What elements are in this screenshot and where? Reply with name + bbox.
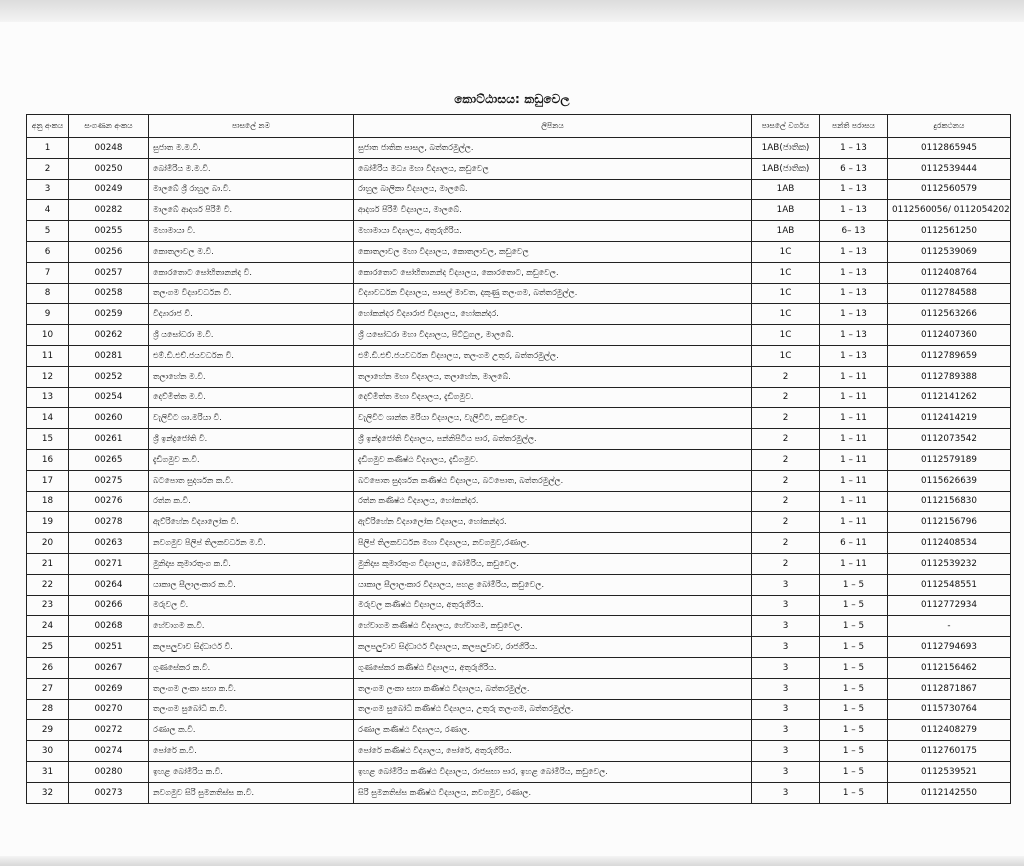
cell-serial-number: 5 (27, 221, 69, 242)
cell-telephone: 0112539069 (888, 241, 1011, 262)
cell-address: ගුණසේකර කණිෂ්ඨ විද්‍යාලය, අතුරුගිරිය. (354, 657, 752, 678)
table-row (27, 262, 1011, 283)
cell-telephone: 0112563266 (888, 304, 1011, 325)
cell-serial-number: 25 (27, 637, 69, 658)
table-row (27, 595, 1011, 616)
cell-census-number: 00272 (69, 720, 149, 741)
cell-address: රණාල කණිෂ්ඨ විද්‍යාලය, රණාල. (354, 720, 752, 741)
cell-census-number: 00260 (69, 408, 149, 429)
table-row (27, 574, 1011, 595)
cell-school-name: දැඩිගමුව ක.වි. (149, 449, 354, 470)
cell-grade-range: 1 – 11 (820, 470, 888, 491)
cell-grade-range: 1 – 11 (820, 553, 888, 574)
cell-address: මහාමායා විද්‍යාලය, අතුරුගිරිය. (354, 221, 752, 242)
cell-grade-range: 1 – 11 (820, 491, 888, 512)
cell-grade-range: 1 – 13 (820, 325, 888, 346)
cell-census-number: 00282 (69, 200, 149, 221)
table-row (27, 616, 1011, 637)
cell-telephone: 0112789659 (888, 345, 1011, 366)
table-row (27, 283, 1011, 304)
table-row (27, 699, 1011, 720)
cell-telephone: 0115626639 (888, 470, 1011, 491)
cell-address: ශ්‍රී ඉන්ද්‍රජෝති විද්‍යාලය, පන්නිපිටිය පාර, බත්තරමුල්ල. (354, 429, 752, 450)
cell-census-number: 00276 (69, 491, 149, 512)
cell-address: යාකාල සීලාලංකාර විද්‍යාලය, පහළ බෝමිරිය, කඩුවෙල. (354, 574, 752, 595)
cell-grade-range: 1 – 5 (820, 637, 888, 658)
cell-school-name: පෝරේ ක.වි. (149, 741, 354, 762)
cell-serial-number: 23 (27, 595, 69, 616)
cell-telephone: 0112539232 (888, 553, 1011, 574)
cell-serial-number: 28 (27, 699, 69, 720)
cell-address: දැඩිගමුව කණිෂ්ඨ විද්‍යාලය, දැඩිගමුව. (354, 449, 752, 470)
cell-address: සිරි සුමනතිස්ස කණිෂ්ඨ විද්‍යාලය, නවගමුව, රණාල. (354, 782, 752, 803)
table-row (27, 138, 1011, 159)
cell-address: මුනිදාස කුමාරතුංග විද්‍යාලය, බෝමිරිය, කඩුවෙල. (354, 553, 752, 574)
cell-address: ඉහළ බෝමිරිය කණිෂ්ඨ විද්‍යාලය, රාජසභා පාර, ඉහළ බෝමිරිය, කඩුවෙල. (354, 761, 752, 782)
cell-serial-number: 24 (27, 616, 69, 637)
cell-census-number: 00266 (69, 595, 149, 616)
cell-school-name: ශ්‍රී යසෝධරා ම.වි. (149, 325, 354, 346)
cell-school-type: 3 (752, 720, 820, 741)
cell-school-name: නවගමුව පිලිප් තිලකවර්ධන ම.වි. (149, 533, 354, 554)
cell-grade-range: 1 – 13 (820, 345, 888, 366)
table-row (27, 657, 1011, 678)
table-row (27, 449, 1011, 470)
cell-grade-range: 1 – 13 (820, 138, 888, 159)
cell-school-type: 1C (752, 325, 820, 346)
cell-school-name: මහාමායා වි. (149, 221, 354, 242)
cell-school-type: 1AB (752, 221, 820, 242)
cell-school-type: 3 (752, 616, 820, 637)
cell-school-type: 2 (752, 387, 820, 408)
cell-serial-number: 1 (27, 138, 69, 159)
cell-census-number: 00280 (69, 761, 149, 782)
cell-school-type: 2 (752, 429, 820, 450)
cell-census-number: 00251 (69, 637, 149, 658)
cell-telephone: 0112156796 (888, 512, 1011, 533)
cell-address: රත්න කණිෂ්ඨ විද්‍යාලය, හෝකන්දර. (354, 491, 752, 512)
cell-school-name: රත්න ක.වි. (149, 491, 354, 512)
header-serial-number: අනු අංකය (27, 115, 69, 138)
cell-serial-number: 4 (27, 200, 69, 221)
table-row (27, 782, 1011, 803)
cell-school-type: 2 (752, 512, 820, 533)
cell-telephone: 0112408764 (888, 262, 1011, 283)
cell-serial-number: 31 (27, 761, 69, 782)
cell-grade-range: 1 – 11 (820, 449, 888, 470)
cell-school-name: හේවාගම ක.වි. (149, 616, 354, 637)
cell-school-name: මාලබේ ආදර්ශ පිරිමි වි. (149, 200, 354, 221)
cell-serial-number: 10 (27, 325, 69, 346)
cell-serial-number: 7 (27, 262, 69, 283)
page-bottom-shadow (0, 856, 1024, 866)
cell-telephone: 0112141262 (888, 387, 1011, 408)
cell-grade-range: 1 – 13 (820, 304, 888, 325)
cell-school-name: සුජාත ම.ම.වි. (149, 138, 354, 159)
cell-serial-number: 30 (27, 741, 69, 762)
cell-serial-number: 29 (27, 720, 69, 741)
cell-census-number: 00259 (69, 304, 149, 325)
cell-address: හේවාගම කණිෂ්ඨ විද්‍යාලය, හේවාගම, කඩුවෙල. (354, 616, 752, 637)
cell-telephone: 0112548551 (888, 574, 1011, 595)
cell-grade-range: 1 – 5 (820, 741, 888, 762)
cell-telephone: 0112156830 (888, 491, 1011, 512)
cell-census-number: 00254 (69, 387, 149, 408)
table-row (27, 241, 1011, 262)
cell-telephone: 0112408534 (888, 533, 1011, 554)
cell-address: ශ්‍රී යසෝධරා මහා විද්‍යාලය, පිට්ටුගල, මාලබේ. (354, 325, 752, 346)
cell-telephone: 0112142550 (888, 782, 1011, 803)
cell-grade-range: 1 – 5 (820, 720, 888, 741)
cell-school-name: තලංගම සුබෝධි ක.වි. (149, 699, 354, 720)
cell-address: එම්.ඩී.එච්.ජයවර්ධන විද්‍යාලය, තලංගම උතුර, බත්තරමුල්ල. (354, 345, 752, 366)
table-header-row (27, 115, 1011, 138)
cell-address: බෝමිරිය මධ්‍ය මහා විද්‍යාලය, කඩුවෙල (354, 158, 752, 179)
cell-serial-number: 32 (27, 782, 69, 803)
cell-serial-number: 17 (27, 470, 69, 491)
cell-grade-range: 1 – 5 (820, 574, 888, 595)
cell-telephone: 0112560056/ 0112054202 (888, 200, 1011, 221)
cell-school-type: 2 (752, 366, 820, 387)
cell-census-number: 00269 (69, 678, 149, 699)
table-row (27, 720, 1011, 741)
cell-school-type: 2 (752, 408, 820, 429)
cell-school-type: 1C (752, 304, 820, 325)
cell-school-type: 2 (752, 470, 820, 491)
table-row (27, 408, 1011, 429)
cell-census-number: 00248 (69, 138, 149, 159)
cell-school-type: 3 (752, 595, 820, 616)
table-row (27, 491, 1011, 512)
cell-telephone: 0112539521 (888, 761, 1011, 782)
cell-telephone: 0112156462 (888, 657, 1011, 678)
cell-school-name: බෝමිරිය ම.ම.වි. (149, 158, 354, 179)
cell-census-number: 00262 (69, 325, 149, 346)
cell-address: ඇව්රිහේන විද්‍යාලෝක විද්‍යාලය, හෝකන්දර. (354, 512, 752, 533)
cell-serial-number: 13 (27, 387, 69, 408)
cell-grade-range: 1 – 5 (820, 678, 888, 699)
table-row (27, 678, 1011, 699)
cell-serial-number: 12 (27, 366, 69, 387)
cell-grade-range: 1 – 13 (820, 179, 888, 200)
cell-census-number: 00249 (69, 179, 149, 200)
cell-census-number: 00281 (69, 345, 149, 366)
cell-address: කොතලාවල මහා විද්‍යාලය, කොතලාවල, කඩුවෙල (354, 241, 752, 262)
cell-serial-number: 14 (27, 408, 69, 429)
cell-census-number: 00250 (69, 158, 149, 179)
cell-serial-number: 11 (27, 345, 69, 366)
header-address: ලිපිනය (354, 115, 752, 138)
cell-address: තලාහේන මහා විද්‍යාලය, තලාහේන, මාලබේ. (354, 366, 752, 387)
table-row (27, 637, 1011, 658)
header-school-name: පාසලේ නම (149, 115, 354, 138)
cell-serial-number: 2 (27, 158, 69, 179)
cell-serial-number: 8 (27, 283, 69, 304)
table-row (27, 158, 1011, 179)
table-row (27, 761, 1011, 782)
cell-serial-number: 27 (27, 678, 69, 699)
cell-telephone: 0112789388 (888, 366, 1011, 387)
cell-grade-range: 1 – 13 (820, 241, 888, 262)
cell-school-name: එම්.ඩී.එච්.ජයවර්ධන වි. (149, 345, 354, 366)
cell-serial-number: 26 (27, 657, 69, 678)
cell-census-number: 00258 (69, 283, 149, 304)
cell-grade-range: 1 – 5 (820, 782, 888, 803)
cell-school-type: 3 (752, 678, 820, 699)
cell-grade-range: 1 – 11 (820, 366, 888, 387)
cell-grade-range: 1 – 5 (820, 616, 888, 637)
cell-telephone: 0112539444 (888, 158, 1011, 179)
cell-school-name: මාලබේ ශ්‍රී රාහුල බා.වි. (149, 179, 354, 200)
cell-school-name: විද්‍යාරාජ වි. (149, 304, 354, 325)
cell-census-number: 00268 (69, 616, 149, 637)
cell-school-name: යාකාල සීලාලංකාර ක.වි. (149, 574, 354, 595)
cell-census-number: 00270 (69, 699, 149, 720)
cell-school-type: 3 (752, 657, 820, 678)
cell-school-name: දෙව්මිත්ත ම.වි. (149, 387, 354, 408)
cell-telephone: 0112871867 (888, 678, 1011, 699)
cell-address: දෙව්මිත්ත මහා විද්‍යාලය, දැඩිගමුව. (354, 387, 752, 408)
cell-grade-range: 1 – 13 (820, 283, 888, 304)
cell-census-number: 00257 (69, 262, 149, 283)
cell-address: හෝකන්දර විද්‍යාරාජ විද්‍යාලය, හෝකන්දර. (354, 304, 752, 325)
cell-school-type: 1C (752, 241, 820, 262)
cell-serial-number: 15 (27, 429, 69, 450)
cell-grade-range: 6– 13 (820, 221, 888, 242)
cell-school-name: මරුවල වි. (149, 595, 354, 616)
table-row (27, 470, 1011, 491)
cell-telephone: 0112561250 (888, 221, 1011, 242)
cell-grade-range: 1 – 5 (820, 595, 888, 616)
cell-serial-number: 21 (27, 553, 69, 574)
cell-school-type: 3 (752, 741, 820, 762)
cell-serial-number: 19 (27, 512, 69, 533)
page-top-shadow (0, 0, 1024, 22)
cell-grade-range: 6 – 11 (820, 533, 888, 554)
cell-school-type: 3 (752, 782, 820, 803)
cell-school-type: 2 (752, 553, 820, 574)
table-row (27, 741, 1011, 762)
cell-serial-number: 18 (27, 491, 69, 512)
cell-serial-number: 22 (27, 574, 69, 595)
cell-school-name: බටපොත සුදර්ශන ක.වි. (149, 470, 354, 491)
cell-school-name: කොරතොට සෝභිතානන්ද වි. (149, 262, 354, 283)
cell-census-number: 00267 (69, 657, 149, 678)
table-row (27, 200, 1011, 221)
cell-school-name: කොතලාවල ම.වි. (149, 241, 354, 262)
cell-census-number: 00263 (69, 533, 149, 554)
cell-school-type: 1C (752, 283, 820, 304)
cell-telephone: 0112579189 (888, 449, 1011, 470)
cell-grade-range: 1 – 11 (820, 512, 888, 533)
cell-telephone: 0115730764 (888, 699, 1011, 720)
cell-school-name: මුනිදාස කුමාරතුංග ක.වි. (149, 553, 354, 574)
cell-telephone: 0112560579 (888, 179, 1011, 200)
cell-telephone: 0112408279 (888, 720, 1011, 741)
cell-telephone: 0112414219 (888, 408, 1011, 429)
cell-school-type: 3 (752, 761, 820, 782)
table-row (27, 533, 1011, 554)
cell-census-number: 00271 (69, 553, 149, 574)
cell-address: බටපොත සුදර්ශන කණිෂ්ඨ විද්‍යාලය, බටපොත, බත්තරමුල්ල. (354, 470, 752, 491)
table-row (27, 179, 1011, 200)
table-row (27, 345, 1011, 366)
cell-school-name: තලාහේන ම.වි. (149, 366, 354, 387)
cell-address: පිලිප් තිලකවර්ධන මහා විද්‍යාලය, නවගමුව,රණාල. (354, 533, 752, 554)
cell-serial-number: 9 (27, 304, 69, 325)
table-row (27, 304, 1011, 325)
cell-census-number: 00274 (69, 741, 149, 762)
cell-school-name: තලංගම ලංකා සභා ක.වි. (149, 678, 354, 699)
cell-grade-range: 1 – 5 (820, 657, 888, 678)
cell-telephone: 0112784588 (888, 283, 1011, 304)
cell-census-number: 00275 (69, 470, 149, 491)
cell-address: පෝරේ කණිෂ්ඨ විද්‍යාලය, පෝරේ, අතුරුගිරිය. (354, 741, 752, 762)
cell-address: ආදර්ශ පිරිමි විද්‍යාලය, මාලබේ. (354, 200, 752, 221)
cell-school-type: 1C (752, 345, 820, 366)
cell-school-type: 1C (752, 262, 820, 283)
cell-census-number: 00252 (69, 366, 149, 387)
cell-school-type: 2 (752, 533, 820, 554)
cell-school-type: 2 (752, 491, 820, 512)
cell-census-number: 00273 (69, 782, 149, 803)
cell-grade-range: 1 – 5 (820, 699, 888, 720)
cell-grade-range: 1 – 5 (820, 761, 888, 782)
document-title: කොට්ඨාසය: කඩුවෙල (454, 92, 570, 106)
cell-grade-range: 1 – 13 (820, 200, 888, 221)
schools-table (26, 114, 1011, 804)
cell-school-name: කලපලුවාව සිද්ධාර්ථ වි. (149, 637, 354, 658)
table-row (27, 221, 1011, 242)
table-row (27, 366, 1011, 387)
cell-address: වැලිවිට ශාන්ත මරියා විද්‍යාලය, වැලිවිට, කඩුවෙල. (354, 408, 752, 429)
cell-school-type: 3 (752, 699, 820, 720)
cell-address: කොරතොට සෝභිතානන්ද විද්‍යාලය, කොරතොට, කඩුවෙල. (354, 262, 752, 283)
cell-serial-number: 6 (27, 241, 69, 262)
cell-school-name: ඇව්රිහේන විද්‍යාලෝක වි. (149, 512, 354, 533)
header-census-number: සංගණන අංකය (69, 115, 149, 138)
cell-grade-range: 1 – 13 (820, 262, 888, 283)
cell-school-name: ඉහළ බෝමිරිය ක.වි. (149, 761, 354, 782)
cell-school-type: 3 (752, 574, 820, 595)
table-row (27, 325, 1011, 346)
cell-grade-range: 1 – 11 (820, 408, 888, 429)
cell-census-number: 00265 (69, 449, 149, 470)
cell-school-name: ගුණසේකර ක.වි. (149, 657, 354, 678)
cell-school-name: වැලිවිට ශා.මරියා වි. (149, 408, 354, 429)
header-school-type: පාසලේ වර්ගය (752, 115, 820, 138)
cell-school-type: 1AB(ජාතික) (752, 138, 820, 159)
cell-address: තලංගම ලංකා සභා කණිෂ්ඨ විද්‍යාලය, බත්තරමුල්ල. (354, 678, 752, 699)
cell-telephone: 0112794693 (888, 637, 1011, 658)
cell-telephone: 0112865945 (888, 138, 1011, 159)
table-row (27, 429, 1011, 450)
table-row (27, 553, 1011, 574)
cell-address: විද්‍යාවර්ධන විද්‍යාලය, පාසල් මාවත, දකුණු තලංගම, බත්තරමුල්ල. (354, 283, 752, 304)
cell-address: රාහුල බාලිකා විද්‍යාලය, මාලබේ. (354, 179, 752, 200)
table-body (27, 138, 1011, 804)
cell-school-type: 1AB(ජාතික) (752, 158, 820, 179)
cell-address: තලංගම සුබෝධි කණිෂ්ඨ විද්‍යාලය, උතුරු තලංගම, බත්තරමුල්ල. (354, 699, 752, 720)
cell-address: සුජාත ජාතික පාසල, බත්තරමුල්ල. (354, 138, 752, 159)
cell-address: මරුවල කණිෂ්ඨ විද්‍යාලය, අතුරුගිරිය. (354, 595, 752, 616)
cell-school-name: නවගමුව සිරි සුමනතිස්ස ක.වි. (149, 782, 354, 803)
table-row (27, 387, 1011, 408)
cell-serial-number: 20 (27, 533, 69, 554)
cell-grade-range: 6 – 13 (820, 158, 888, 179)
cell-serial-number: 3 (27, 179, 69, 200)
cell-school-type: 2 (752, 449, 820, 470)
cell-telephone: 0112772934 (888, 595, 1011, 616)
cell-census-number: 00256 (69, 241, 149, 262)
cell-school-name: ශ්‍රී ඉන්ද්‍රජෝති වි. (149, 429, 354, 450)
cell-census-number: 00261 (69, 429, 149, 450)
cell-census-number: 00264 (69, 574, 149, 595)
header-grade-range: පන්ති පරාසය (820, 115, 888, 138)
table-row (27, 512, 1011, 533)
cell-school-name: රණාල ක.වි. (149, 720, 354, 741)
cell-school-type: 1AB (752, 179, 820, 200)
cell-census-number: 00255 (69, 221, 149, 242)
cell-telephone: 0112760175 (888, 741, 1011, 762)
cell-telephone: - (888, 616, 1011, 637)
cell-telephone: 0112073542 (888, 429, 1011, 450)
cell-school-type: 3 (752, 637, 820, 658)
cell-census-number: 00278 (69, 512, 149, 533)
cell-address: කලපලුවාව සිද්ධාර්ථ විද්‍යාලය, කලපලුවාව, රාජගිරිය. (354, 637, 752, 658)
cell-grade-range: 1 – 11 (820, 429, 888, 450)
header-telephone: දුරකථනය (888, 115, 1011, 138)
cell-school-type: 1AB (752, 200, 820, 221)
cell-school-name: තලංගම විද්‍යාවර්ධන වි. (149, 283, 354, 304)
cell-grade-range: 1 – 11 (820, 387, 888, 408)
cell-serial-number: 16 (27, 449, 69, 470)
cell-telephone: 0112407360 (888, 325, 1011, 346)
